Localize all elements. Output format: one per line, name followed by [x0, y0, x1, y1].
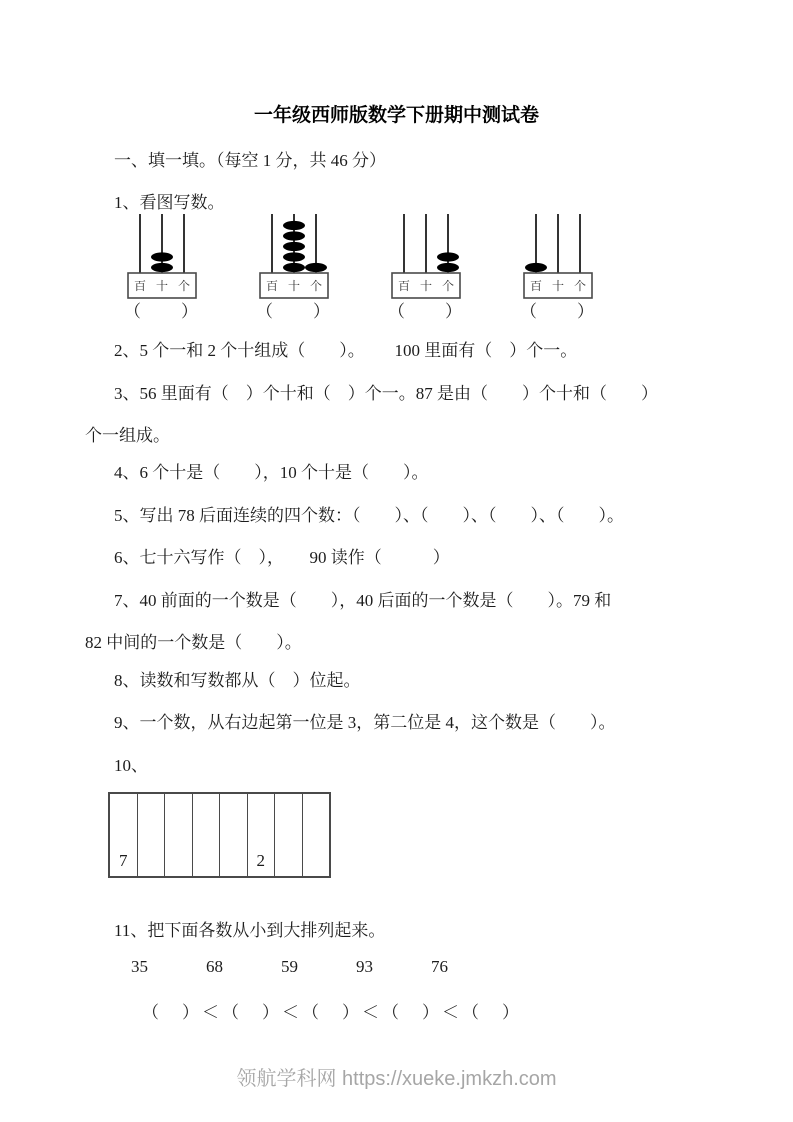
- abacus-place-label: 个: [309, 279, 323, 293]
- abacus-answer-blank: （ ）: [388, 302, 464, 321]
- abacus-svg: [259, 211, 329, 300]
- abacus-bead: [283, 263, 305, 272]
- abacus-bead: [283, 242, 305, 251]
- abacus-bead: [283, 252, 305, 261]
- abacus-place-label: 个: [177, 279, 191, 293]
- question-10-strip-table: [108, 792, 331, 878]
- table-cell: 7: [110, 794, 138, 876]
- abacus-figure: [124, 211, 200, 320]
- abacus-figure: [256, 211, 332, 320]
- sort-number: 68: [206, 957, 223, 976]
- table-cell: 2: [248, 794, 276, 876]
- question-7-line2: 82 中间的一个数是（ ）。: [85, 633, 302, 652]
- abacus-bead: [437, 263, 459, 272]
- abacus-place-label: 个: [573, 279, 587, 293]
- table-cell: [165, 794, 193, 876]
- question-1: 1、看图写数。: [114, 193, 225, 212]
- abacus-place-label: 十: [419, 279, 433, 293]
- question-6: 6、七十六写作（ ）， 90 读作（ ）: [114, 548, 450, 567]
- section-heading: 一、填一填。（每空 1 分，共 46 分）: [114, 151, 386, 170]
- table-cell: [303, 794, 330, 876]
- page-title: 一年级西师版数学下册期中测试卷: [253, 105, 539, 126]
- abacus-place-label: 个: [441, 279, 455, 293]
- sort-number: 76: [431, 957, 448, 976]
- question-7-line1: 7、40 前面的一个数是（ ），40 后面的一个数是（ ）。79 和: [114, 591, 612, 610]
- abacus-place-label: 百: [397, 279, 411, 293]
- table-cell: [220, 794, 248, 876]
- question-11: 11、把下面各数从小到大排列起来。: [114, 921, 386, 940]
- question-10: 10、: [114, 756, 148, 775]
- table-cell: [275, 794, 303, 876]
- sort-number: 59: [281, 957, 298, 976]
- abacus-answer-blank: （ ）: [124, 302, 200, 321]
- question-8: 8、读数和写数都从（ ）位起。: [114, 671, 361, 690]
- abacus-answer-blank: （ ）: [256, 302, 332, 321]
- abacus-place-label: 百: [133, 279, 147, 293]
- abacus-bead: [151, 252, 173, 261]
- abacus-place-label: 百: [529, 279, 543, 293]
- question-5: 5、写出 78 后面连续的四个数：（ ）、（ ）、（ ）、（ ）。: [114, 506, 624, 525]
- abacus-place-label: 十: [551, 279, 565, 293]
- abacus-svg: [127, 211, 197, 300]
- question-3-line2: 个一组成。: [85, 426, 170, 445]
- question-2: 2、5 个一和 2 个十组成（ ）。 100 里面有（ ）个一。: [114, 341, 578, 360]
- abacus-bead: [151, 263, 173, 272]
- abacus-bead: [305, 263, 327, 272]
- question-4: 4、6 个十是（ ），10 个十是（ ）。: [114, 463, 429, 482]
- abacus-place-label: 十: [287, 279, 301, 293]
- abacus-row: [124, 211, 596, 320]
- sort-number: 93: [356, 957, 373, 976]
- watermark-footer: 领航学科网 https://xueke.jmkzh.com: [236, 1068, 557, 1090]
- abacus-place-label: 百: [265, 279, 279, 293]
- abacus-svg: [523, 211, 593, 300]
- question-11-numbers: [130, 957, 449, 977]
- question-11-compare-blanks: （ ）＜（ ）＜（ ）＜（ ）＜（ ）: [142, 1003, 522, 1022]
- abacus-bead: [525, 263, 547, 272]
- question-9: 9、一个数，从右边起第一位是 3，第二位是 4，这个数是（ ）。: [114, 713, 616, 732]
- abacus-bead: [437, 252, 459, 261]
- table-cell: [138, 794, 166, 876]
- abacus-bead: [283, 221, 305, 230]
- sort-number: 35: [131, 957, 148, 976]
- abacus-bead: [283, 231, 305, 240]
- abacus-answer-blank: （ ）: [520, 302, 596, 321]
- abacus-svg: [391, 211, 461, 300]
- abacus-place-label: 十: [155, 279, 169, 293]
- abacus-figure: [520, 211, 596, 320]
- question-3-line1: 3、56 里面有（ ）个十和（ ）个一。87 是由（ ）个十和（ ）: [114, 384, 658, 403]
- table-cell: [193, 794, 221, 876]
- abacus-figure: [388, 211, 464, 320]
